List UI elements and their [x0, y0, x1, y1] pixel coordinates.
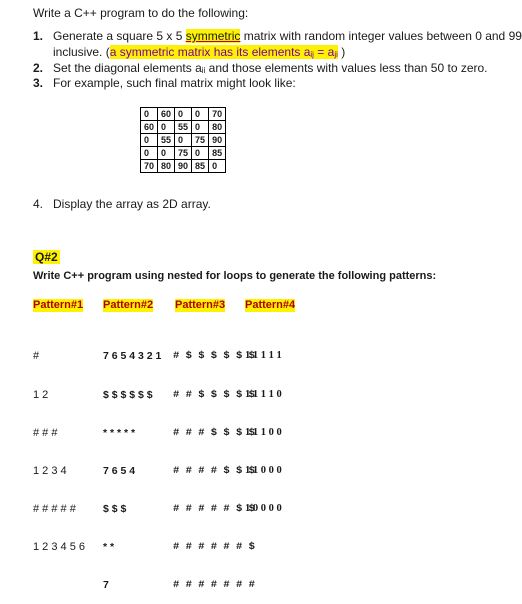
pattern-1-line: # # # # # — [33, 502, 76, 515]
item-1-text-a: Generate a square 5 x 5 — [53, 29, 186, 43]
matrix-cell: 55 — [175, 121, 192, 134]
item-4-number: 4. — [33, 197, 44, 211]
matrix-cell: 80 — [209, 121, 226, 134]
matrix-row — [141, 160, 226, 173]
matrix-cell: 0 — [141, 134, 158, 147]
item-2-text-a: Set the diagonal elements a — [53, 61, 202, 75]
pattern-4-header: Pattern#4 — [245, 299, 296, 311]
pattern-4-line: 1 1 0 0 0 — [245, 464, 282, 476]
matrix-row — [141, 147, 226, 160]
item-4-text: Display the array as 2D array. — [53, 197, 211, 211]
pattern-2-header: Pattern#2 — [103, 299, 154, 311]
pattern-1-line: 1 2 3 4 5 6 — [33, 540, 85, 553]
item-1-number: 1. — [33, 29, 44, 43]
pattern-2 — [103, 325, 161, 604]
matrix-cell: 0 — [158, 121, 175, 134]
q2-instruction: Write C++ program using nested for loops to generate the following patterns: — [33, 270, 437, 282]
pattern-3-line: # # # # # $ $ — [173, 502, 255, 515]
matrix-cell: 70 — [209, 108, 226, 121]
pattern-3 — [173, 325, 255, 604]
matrix-cell: 0 — [209, 160, 226, 173]
example-matrix — [140, 107, 226, 173]
pattern-4-line: 1 0 0 0 0 — [245, 502, 282, 514]
pattern-2-line: $ $ $ $ $ $ — [103, 388, 153, 401]
pattern-1-header: Pattern#1 — [33, 299, 84, 311]
pattern-2-line: 7 — [103, 578, 109, 591]
pattern-1 — [33, 325, 85, 566]
item-1-text-b: matrix with random integer values between 0 and 99 — [240, 29, 522, 43]
matrix-cell: 0 — [175, 134, 192, 147]
matrix-row — [141, 121, 226, 134]
definition-highlight — [110, 45, 338, 59]
pattern-1-line: 1 2 3 4 — [33, 464, 67, 477]
pattern-3-line: # # # # # # $ — [173, 540, 255, 553]
pattern-3-line: # # $ $ $ $ $ — [173, 388, 255, 401]
pattern-3-line: # # # # # # # — [173, 578, 255, 591]
matrix-cell: 90 — [175, 160, 192, 173]
pattern-3-header: Pattern#3 — [175, 299, 226, 311]
item-1-line-1 — [53, 29, 522, 43]
matrix-row — [141, 108, 226, 121]
matrix-cell: 0 — [192, 147, 209, 160]
matrix-cell: 0 — [192, 108, 209, 121]
matrix-cell: 90 — [209, 134, 226, 147]
pattern-4-line: 1 1 1 0 0 — [245, 426, 282, 438]
pattern-3-line: # # # $ $ $ $ — [173, 426, 255, 439]
item-3-text: For example, such final matrix might look like: — [53, 76, 296, 90]
matrix-cell: 75 — [192, 134, 209, 147]
item-2-text-b: and those elements with values less than 50 to zero. — [205, 61, 488, 75]
pattern-4 — [245, 325, 282, 528]
matrix-row — [141, 134, 226, 147]
subscript-ij: ij — [310, 50, 314, 59]
item-2-number: 2. — [33, 61, 44, 75]
matrix-cell: 0 — [141, 108, 158, 121]
item-3-number: 3. — [33, 76, 44, 90]
pattern-3-line: # $ $ $ $ $ $ — [173, 350, 255, 363]
matrix-cell: 85 — [209, 147, 226, 160]
matrix-cell: 0 — [192, 121, 209, 134]
matrix-cell: 60 — [141, 121, 158, 134]
pattern-2-line: * * — [103, 540, 115, 553]
definition-text: a symmetric matrix has its elements a — [109, 45, 311, 59]
pattern-4-line: 1 1 1 1 0 — [245, 388, 282, 400]
q2-label: Q#2 — [35, 250, 58, 264]
pattern-2-line: * * * * * — [103, 426, 136, 439]
intro-text: Write a C++ program to do the following: — [33, 6, 249, 20]
subscript-ji: ji — [334, 50, 338, 59]
matrix-cell: 60 — [158, 108, 175, 121]
item-1-line-2 — [53, 45, 345, 62]
matrix-cell: 75 — [175, 147, 192, 160]
matrix-cell: 0 — [158, 147, 175, 160]
pattern-2-line: 7 6 5 4 — [103, 464, 136, 477]
matrix-cell: 85 — [192, 160, 209, 173]
subscript-ii: ii — [201, 66, 206, 75]
pattern-1-line: # — [33, 350, 40, 363]
matrix-cell: 80 — [158, 160, 175, 173]
pattern-2-line: $ $ $ — [103, 502, 127, 515]
pattern-1-line: # # # — [33, 426, 58, 439]
pattern-4-line: 1 1 1 1 1 — [245, 350, 282, 362]
matrix-cell: 0 — [141, 147, 158, 160]
pattern-1-line: 1 2 — [33, 388, 49, 401]
pattern-3-line: # # # # $ $ $ — [173, 464, 255, 477]
matrix-cell: 0 — [175, 108, 192, 121]
item-1-text-d: ) — [337, 45, 346, 59]
equals-text: = a — [313, 45, 335, 59]
symmetric-highlight: symmetric — [185, 29, 241, 43]
matrix-cell: 55 — [158, 134, 175, 147]
item-1-text-c: inclusive. ( — [53, 45, 110, 59]
pattern-2-line: 7 6 5 4 3 2 1 — [103, 350, 162, 363]
matrix-cell: 70 — [141, 160, 158, 173]
